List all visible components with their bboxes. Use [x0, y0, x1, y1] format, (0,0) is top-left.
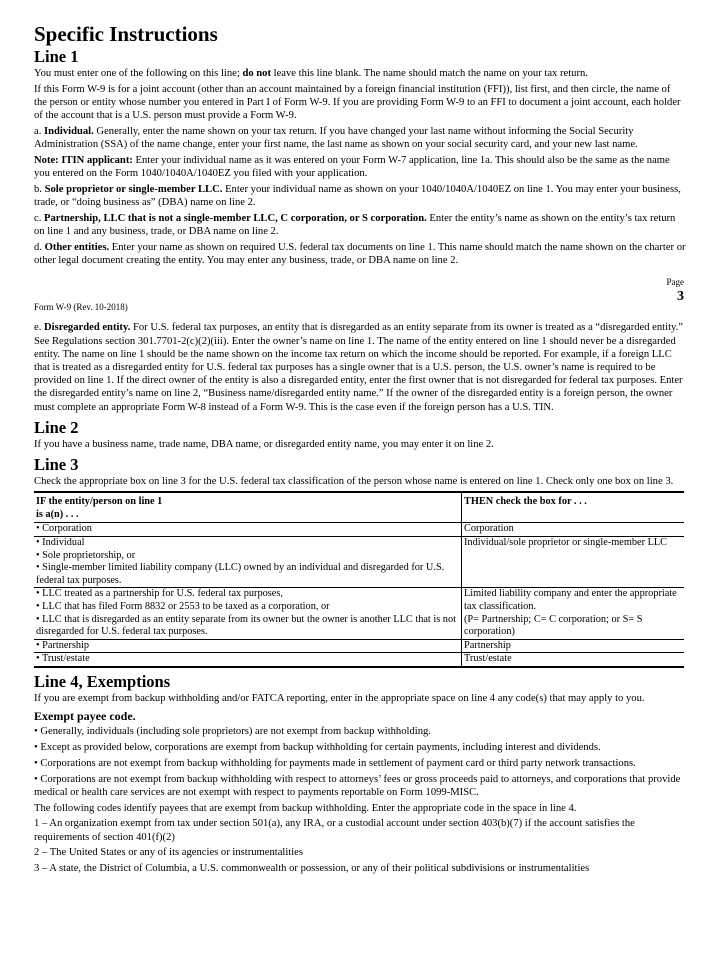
table-cell-entity: • Trust/estate	[34, 653, 462, 667]
table-header-entity: IF the entity/person on line 1 is a(n) . . .	[34, 492, 462, 523]
list-item: • Except as provided below, corporations are exempt from backup withholding for certain payments, including interest and dividends.	[34, 741, 601, 753]
line4-heading: Line 4, Exemptions	[34, 671, 171, 691]
table-cell-entity: • Corporation	[34, 523, 462, 537]
page-header	[34, 277, 686, 321]
line2-heading: Line 2	[34, 417, 79, 437]
line1-heading: Line 1	[34, 47, 79, 66]
line2-text: If you have a business name, trade name, DBA name, or disregarded entity name, you may enter it on line 2.	[34, 438, 494, 450]
classification-table	[34, 491, 684, 668]
table-cell-checkbox: Corporation	[462, 523, 685, 537]
table-cell-checkbox: Limited liability company and enter the appropriate tax classification. (P= Partnership; C= C corporation; or S= S corporation)	[462, 588, 685, 639]
table-cell-entity: • Individual • Sole proprietorship, or • Single-member limited liability company (LLC) owned by an individual and disregarded for U.S. federal tax purposes.	[34, 537, 462, 588]
line3-text: Check the appropriate box on line 3 for the U.S. federal tax classification of the person whose name is entered on line 1. Check only one box on line 3.	[34, 476, 674, 488]
page-number: 3	[677, 289, 684, 305]
table-cell-entity: • LLC treated as a partnership for U.S. federal tax purposes, • LLC that has filed Form 8832 or 2553 to be taxed as a corporation, or • LLC that is disregarded as an entity separate from its owner but the owner is another LLC that is not disregarded for U.S. federal tax purposes.	[34, 588, 462, 639]
page-label: Page	[666, 277, 684, 288]
table-row	[34, 653, 684, 667]
table-body	[34, 523, 684, 667]
codes-intro: The following codes identify payees that are exempt from backup withholding. Enter the appropriate code in the space in line 4.	[34, 802, 577, 814]
line1-joint-account: If this Form W-9 is for a joint account (other than an account maintained by a foreign financial institution (FFI)), list first, and then circle, the name of the person or entity whose number you entered in Part I of Form W-9. If you are providing Form W-9 to an FFI to document a joint account, each holder of the account that is a U.S. person must provide a Form W-9.	[34, 83, 681, 122]
table-row	[34, 523, 684, 537]
table-row	[34, 588, 684, 639]
form-id: Form W-9 (Rev. 10-2018)	[34, 302, 128, 313]
table-cell-checkbox: Partnership	[462, 639, 685, 653]
list-item: • Corporations are not exempt from backup withholding with respect to attorneys’ fees or gross proceeds paid to attorneys, and corporations that provide medical or health care services are not exempt with respect to payments reportable on Form 1099-MISC.	[34, 773, 681, 798]
document-page	[34, 22, 686, 878]
page-title: Specific Instructions	[34, 22, 218, 46]
table-cell-checkbox: Individual/sole proprietor or single-member LLC	[462, 537, 685, 588]
line1-intro: You must enter one of the following on this line; do not leave this line blank. The name should match the name on your tax return.	[34, 68, 588, 79]
line3-heading: Line 3	[34, 455, 79, 475]
table-header-row	[34, 492, 684, 523]
table-cell-entity: • Partnership	[34, 639, 462, 653]
line4-text: If you are exempt from backup withholding and/or FATCA reporting, enter in the appropriate space on line 4 any code(s) that may apply to you.	[34, 692, 645, 704]
line1-item-e: e. Disregarded entity. For U.S. federal tax purposes, an entity that is disregarded as an entity separate from its owner is treated as a “disregarded entity.” See Regulations section 301.7701-2(c)(2)(iii). Enter the owner’s name on line 1. The name of the entity entered on line 1 should never be a disregarded entity. The name on line 1 should be the name shown on the income tax return on which the income should be reported. For example, if a foreign LLC that is treated as a disregarded entity for U.S. federal tax purposes has a single owner that is a U.S. person, the U.S. owner’s name is required to be provided on line 1. If the direct owner of the entity is also a disregarded entity, enter the first owner that is not disregarded for federal tax purposes. Enter the disregarded entity’s name on line 2, “Business name/disregarded entity name.” If the owner of the disregarded entity is a foreign person, the owner must complete an appropriate Form W-8 instead of a Form W-9. This is the case even if the foreign person has a U.S. TIN.	[34, 322, 683, 413]
line1-item-d: d. Other entities. Enter your name as shown on required U.S. federal tax documents on line 1. This name should match the name shown on the charter or other legal document creating the entity. You may enter any business, trade, or DBA name on line 2.	[34, 242, 686, 267]
list-item: • Generally, individuals (including sole proprietors) are not exempt from backup withholding.	[34, 726, 431, 738]
table-header-checkbox: THEN check the box for . . .	[462, 492, 685, 523]
table-row	[34, 639, 684, 653]
line1-item-a: a. Individual. Generally, enter the name shown on your tax return. If you have changed your last name without informing the Social Security Administration (SSA) of the name change, enter your first name, the last name as shown on your social security card, and your new last name.	[34, 126, 638, 151]
list-item: 1 – An organization exempt from tax under section 501(a), any IRA, or a custodial account under section 403(b)(7) if the account satisfies the requirements of section 401(f)(2)	[34, 818, 635, 843]
list-item: 3 – A state, the District of Columbia, a U.S. commonwealth or possession, or any of their political subdivisions or instrumentalities	[34, 863, 590, 875]
table-cell-checkbox: Trust/estate	[462, 653, 685, 667]
line1-item-b: b. Sole proprietor or single-member LLC. Enter your individual name as shown on your 1040/1040A/1040EZ on line 1. You may enter your business, trade, or “doing business as” (DBA) name on line 2.	[34, 184, 681, 209]
exempt-payee-heading: Exempt payee code.	[34, 709, 136, 724]
line1-itin-note: Note: ITIN applicant: Enter your individual name as it was entered on your Form W-7 application, line 1a. This should also be the same as the name you entered on the Form 1040/1040A/1040EZ you filed with your application.	[34, 155, 670, 180]
exempt-payee-bullets	[34, 725, 686, 799]
list-item: 2 – The United States or any of its agencies or instrumentalities	[34, 847, 304, 859]
line1-item-c: c. Partnership, LLC that is not a single-member LLC, C corporation, or S corporation. Enter the entity’s name as shown on the entity’s tax return on line 1 and any business, trade, or DBA name on line 2.	[34, 213, 676, 238]
exempt-codes-list	[34, 817, 686, 875]
table-row	[34, 537, 684, 588]
list-item: • Corporations are not exempt from backup withholding for payments made in settlement of payment card or third party network transactions.	[34, 757, 636, 769]
